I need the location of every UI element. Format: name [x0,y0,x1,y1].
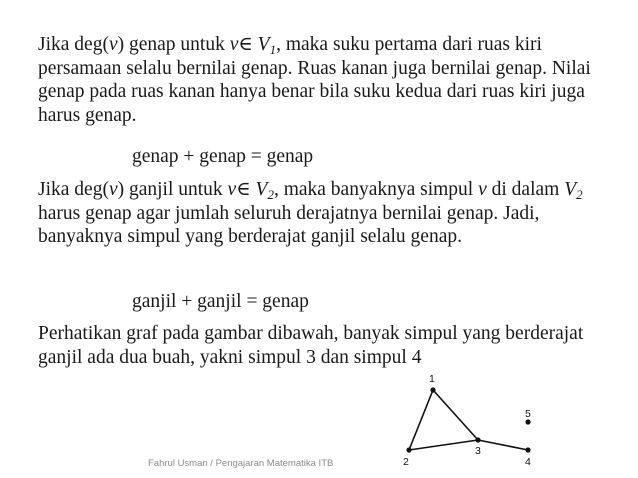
vertex-4 [525,447,530,452]
subscript: 2 [576,187,583,202]
text-segment: Jika deg( [38,34,109,55]
set-V: V [564,179,577,200]
footer-credit: Fahrul Usman / Pengajaran Matematika ITB [148,458,334,469]
vertex-1 [430,387,435,392]
text-segment: harus genap agar jumlah seluruh derajatnya bernilai genap. Jadi, banyaknya simpul yang berderajat ganjil selalu genap. [38,202,540,247]
vertex-label-5: 5 [525,408,531,420]
edge-1-2 [409,390,433,450]
text-segment: Jika deg( [38,179,109,200]
subscript: 1 [269,42,277,57]
vertex-3 [475,437,480,442]
var-v: v [229,34,239,55]
text-segment: ) ganjil untuk [117,179,228,200]
var-v: v [227,179,237,200]
set-V: V [255,179,268,200]
set-V: V [257,34,270,55]
text-segment: , maka suku pertama dari ruas kiri persamaan selalu bernilai genap. Ruas kanan juga bernilai genap. Nilai genap pada ruas kanan hanya benar bila suku kedua dari ruas kiri juga harus genap. [38,34,591,126]
edge-1-3 [433,390,478,440]
subscript: 2 [267,187,274,202]
vertex-label-4: 4 [525,456,531,468]
vertex-5 [525,419,530,424]
vertex-label-1: 1 [429,373,435,385]
equation-even: genap + genap = genap [132,146,314,167]
element-of-symbol: ∈ [238,34,258,55]
equation-odd: ganjil + ganjil = genap [132,291,309,312]
paragraph-even-degree [38,33,613,127]
graph-figure [395,370,555,470]
var-v: v [108,179,118,200]
var-v: v [478,179,487,200]
text-segment: di dalam [486,179,565,200]
edge-3-4 [478,440,528,450]
element-of-symbol: ∈ [236,179,256,200]
vertex-label-2: 2 [403,456,409,468]
edge-2-3 [409,440,478,450]
paragraph-odd-degree [38,178,613,249]
text-segment: , maka banyaknya simpul [273,179,479,200]
text-segment: ) genap untuk [117,34,230,55]
vertex-2 [406,447,411,452]
vertex-label-3: 3 [475,445,481,457]
paragraph-graph-example: Perhatikan graf pada gambar dibawah, banyak simpul yang berderajat ganjil ada dua buah, yakni simpul 3 dan simpul 4 [38,323,584,368]
var-v: v [108,34,118,55]
